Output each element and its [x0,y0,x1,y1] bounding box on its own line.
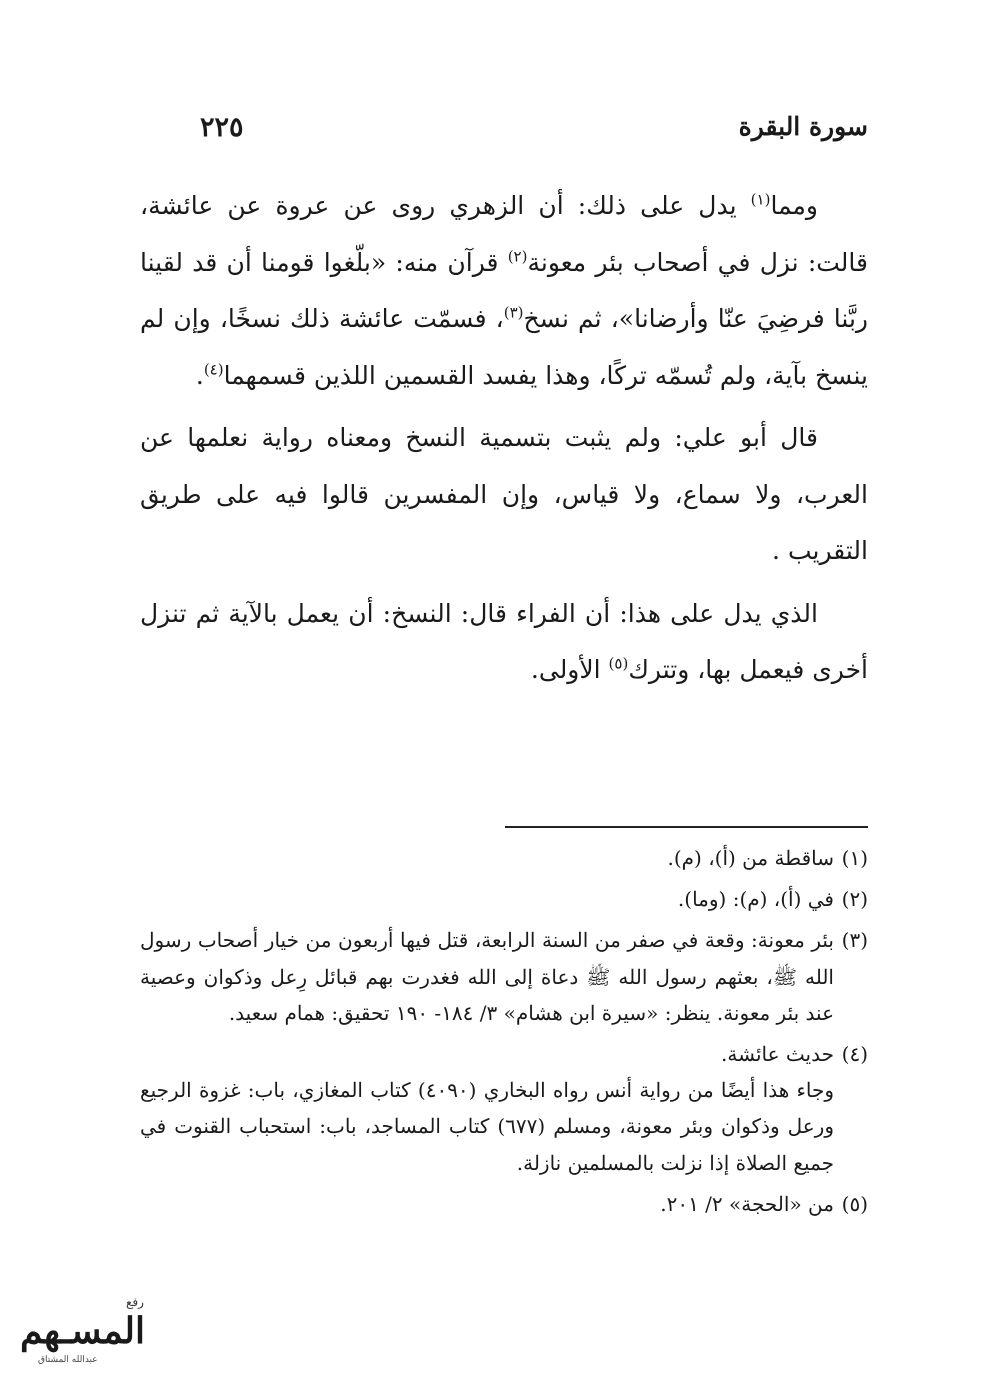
footnote-number: (٥) [841,1191,868,1216]
logo-main-text: المسـهم [20,1310,145,1352]
footnote-1 [140,840,868,876]
text-run: ومما [770,191,818,220]
page-number: ٢٢٥ [200,112,244,143]
footnote-5 [140,1186,868,1222]
footnote-text: ساقطة من (أ)، (م). [667,846,834,870]
text-run: الأولى. [530,655,609,684]
footnote-ref-5: (٥) [608,654,629,673]
footnote-3 [140,922,868,1031]
footnote-number: (١) [841,846,868,870]
logo-tagline: عبدالله المشتاق [38,1355,98,1365]
footnote-number: (٣) [841,928,868,953]
footnote-separator [505,826,868,828]
paragraph-1 [140,178,868,404]
main-text [140,178,868,705]
text-run: . [195,360,204,390]
footnote-text: حديث عائشة. [721,1042,834,1067]
paragraph-3 [140,586,868,699]
footnote-text: وجاء هذا أيضًا من رواية أنس رواه البخاري (٤٠٩٠) كتاب المغازي، باب: غزوة الرجيع ورعل وذكوان وبئر معونة، ومسلم (٦٧٧) كتاب المساجد، باب: استحباب القنوت في جميع الصلاة إذا نزلت بالمسلمين نازلة. [140,1078,834,1175]
text-run: قال أبو علي: ولم يثبت بتسمية النسخ ومعناه رواية نعلمها عن العرب، ولا سماع، ولا قياس، وإن المفسرين قالوا فيه على طريق التقريب . [140,423,868,565]
page-header [140,112,868,152]
footnote-4 [140,1036,868,1181]
text-run: الذي يدل على هذا: أن الفراء قال: النسخ: أن يعمل بالآية ثم تنزل أخرى فيعمل بها، وتترك [140,598,868,684]
surah-title: سورة البقرة [738,112,868,141]
text-run: قرآن منه: «بلّغوا قومنا أن قد لقينا ربَّنا فرضِيَ عنّا وأرضانا»، ثم نسخ [140,247,868,333]
logo-small-text: رفع [126,1295,144,1309]
footnote-ref-2: (٢) [507,247,528,266]
text-run: ، فسمّت عائشة ذلك نسخًا، وإن لم ينسخ بآية، ولم تُسمّه تركًا، وهذا يفسد القسمين اللذين قسمهما [140,304,868,390]
paragraph-2 [140,410,868,580]
footnote-ref-3: (٣) [503,303,524,322]
footnote-number: (٢) [841,887,868,912]
text-run: يدل على ذلك: أن الزهري روى عن عروة عن عائشة، قالت: نزل في أصحاب بئر معونة [140,191,868,277]
footnote-2 [140,881,868,917]
publisher-logo [8,1288,158,1368]
footnotes [140,840,868,1227]
footnote-ref-4: (٤) [203,360,224,379]
footnote-number: (٤) [841,1042,868,1067]
footnote-text: في (أ)، (م): (وما). [677,887,834,912]
footnote-text: من «الحجة» ٢/ ٢٠١. [660,1191,834,1216]
footnote-text: بئر معونة: وقعة في صفر من السنة الرابعة، قتل فيها أربعون من خيار أصحاب رسول الله ﷺ، بعثهم رسول الله ﷺ دعاة إلى الله فغدرت بهم قبائل رِعل وذكوان وعصية عند بئر معونة. ينظر: «سيرة ابن هشام» ٣/ ١٨٤- ١٩٠ تحقيق: همام سعيد. [140,928,834,1025]
footnote-ref-1: (١) [750,190,771,209]
